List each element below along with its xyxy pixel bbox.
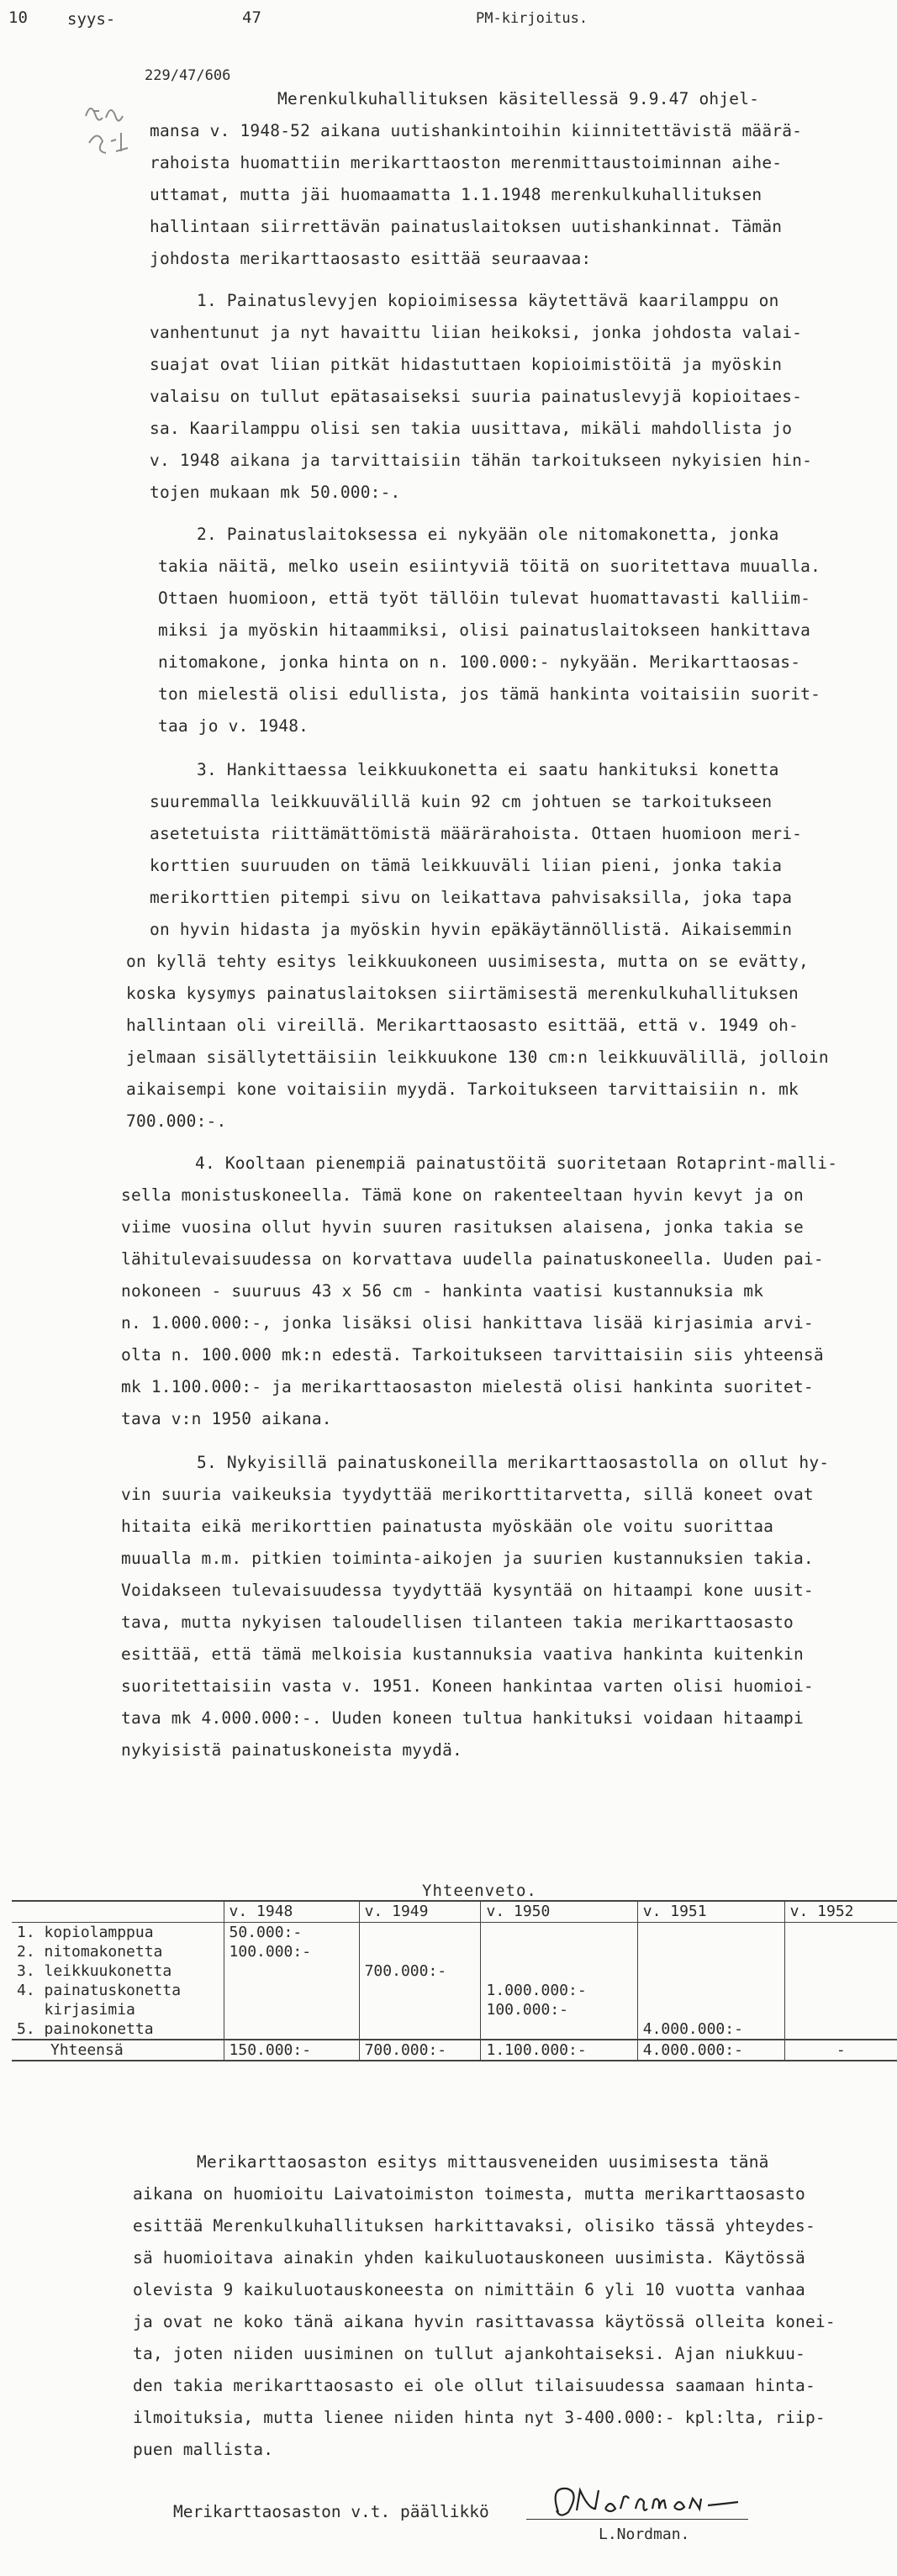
text-line: miksi ja myöskin hitaammiksi, olisi painatuslaitokseen hankittava [158,620,811,640]
cell-1952 [784,1923,897,1943]
header-year: 47 [242,8,261,27]
table-row [12,1942,897,1961]
cell-1948 [224,1961,359,1981]
table-row [12,1923,897,1943]
text-line: 1. Painatuslevyjen kopioimisessa käytettävä kaarilamppu on [197,291,779,310]
table-header-cell: v. 1950 [481,1901,637,1923]
text-line: tava v:n 1950 aikana. [121,1409,332,1428]
page-number: 10 [8,8,28,27]
text-line: nitomakone, jonka hinta on n. 100.000:- nykyään. Merikarttaosas- [158,652,801,672]
cell-1949 [359,2019,481,2040]
signer-name: L.Nordman. [599,2526,690,2543]
text-line: esittää, että tämä melkoisia kustannuksia vaativa hankinta kuitenkin [121,1644,804,1664]
text-line: suuremmalla leikkuuvälillä kuin 92 cm johtuen se tarkoitukseen [150,792,773,811]
cell-1951 [637,1923,784,1943]
cell-1949 [359,1981,481,2000]
text-line: tava, mutta nykyisen taloudellisen tilanteen takia merikarttaosasto [121,1613,794,1632]
cell-1952 [784,1961,897,1981]
text-line: v. 1948 aikana ja tarvittaisiin tähän tarkoitukseen nykyisien hin- [150,451,813,470]
cell-1950 [481,1923,637,1943]
text-line: aikana on huomioitu Laivatoimiston toimesta, mutta merikarttaosasto [133,2184,805,2204]
text-line: merikorttien pitempi sivu on leikattava pahvisaksilla, joka tapa [150,888,793,907]
table-header-row [12,1901,897,1923]
text-line: suoritettaisiin vasta v. 1951. Koneen hankintaa varten olisi huomioi- [121,1676,814,1696]
text-line: tava mk 4.000.000:-. Uuden koneen tultua hankituksi voidaan hitaampi [121,1708,804,1728]
handwritten-margin-note [82,92,136,168]
text-line: Voidakseen tulevaisuudessa tyydyttää kysyntää on hitaampi kone uusit- [121,1581,814,1600]
text-line: tojen mukaan mk 50.000:-. [150,483,401,502]
cell-1950 [481,1942,637,1961]
text-line: lähitulevaisuudessa on korvattava uudella painatuskoneella. Uuden pai- [121,1249,824,1269]
cell-1952 [784,2019,897,2040]
text-line: n. 1.000.000:-, jonka lisäksi olisi hankittava lisää kirjasimia arvi- [121,1313,814,1333]
reference-number: 229/47/606 [145,67,231,84]
cell-1948: 100.000:- [224,1942,359,1961]
text-line: 3. Hankittaessa leikkuukonetta ei saatu hankituksi konetta [197,760,779,779]
text-line: hallintaan siirrettävän painatuslaitoksen uutishankinnat. Tämän [150,217,783,236]
cell-1952 [784,1981,897,2000]
text-line: den takia merikarttaosasto ei ole ollut tilaisuudessa saamaan hinta- [133,2376,815,2395]
text-line: muualla m.m. pitkien toiminta-aikojen ja suurien kustannuksien takia. [121,1549,814,1568]
text-line: 5. Nykyisillä painatuskoneilla merikarttaosastolla on ollut hy- [197,1453,830,1472]
summary-table [12,1900,897,2061]
text-line: ton mielestä olisi edullista, jos tämä hankinta voitaisiin suorit- [158,684,821,704]
text-line: sa. Kaarilamppu olisi sen takia uusittava, mikäli mahdollista jo [150,419,793,438]
table-header-cell: v. 1948 [224,1901,359,1923]
cell-1948 [224,2000,359,2019]
header-month: syys- [67,10,116,29]
text-line: on hyvin hidasta ja myöskin hyvin epäkäytännöllistä. Aikaisemmin [150,920,793,939]
text-line: suajat ovat liian pitkät hidastuttaen kopioimistöitä ja myöskin [150,355,783,374]
cell-1948: 50.000:- [224,1923,359,1943]
handwritten-signature [543,2480,745,2522]
text-line: esittää Merenkulkuhallituksen harkittavaksi, olisiko tässä yhteydes- [133,2216,815,2236]
table-header-cell: v. 1951 [637,1901,784,1923]
total-1950: 1.100.000:- [481,2040,637,2061]
signature-line [526,2519,748,2520]
cell-1950 [481,1961,637,1981]
total-1948: 150.000:- [224,2040,359,2061]
row-label: 1. kopiolamppua [17,1924,154,1941]
text-line: ja ovat ne koko tänä aikana hyvin rasittavassa käytössä olleita konei- [133,2312,836,2331]
total-1951: 4.000.000:- [637,2040,784,2061]
text-line: valaisu on tullut epätasaiseksi suuria painatuslevyjä kopioitaes- [150,387,803,406]
text-line: uttamat, mutta jäi huomaamatta 1.1.1948 merenkulkuhallituksen [150,185,762,204]
text-line: takia näitä, melko usein esiintyviä töitä on suoritettava muualla. [158,557,821,576]
total-label: Yhteensä [12,2040,224,2061]
text-line: 4. Kooltaan pienempiä painatustöitä suoritetaan Rotaprint-malli- [195,1153,838,1173]
text-line: 700.000:-. [126,1111,227,1131]
cell-1949 [359,2000,481,2019]
table-row [12,1981,897,2000]
cell-1949: 700.000:- [359,1961,481,1981]
cell-1951 [637,1981,784,2000]
text-line: mansa v. 1948-52 aikana uutishankintoihin kiinnitettävistä määrä- [150,121,803,140]
text-line: on kyllä tehty esitys leikkuukoneen uusimisesta, mutta on se evätty, [126,952,809,971]
text-line: mk 1.100.000:- ja merikarttaosaston mielestä olisi hankinta suoritet- [121,1377,814,1396]
table-total-row [12,2040,897,2061]
table-header-cell [12,1901,224,1923]
cell-1949 [359,1923,481,1943]
text-line: korttien suuruuden on tämä leikkuuväli liian pieni, jonka takia [150,856,783,875]
document-type: PM-kirjoitus. [476,10,588,27]
row-label: 3. leikkuukonetta [17,1962,172,1980]
table-row [12,1961,897,1981]
text-line: asetetuista riittämättömistä määrärahoista. Ottaen huomioon meri- [150,824,803,843]
summary-title: Yhteenveto. [422,1882,537,1900]
text-line: Ottaen huomioon, että työt tällöin tulevat huomattavasti kalliim- [158,589,811,608]
cell-1950: 1.000.000:- [481,1981,637,2000]
table-header-cell: v. 1952 [784,1901,897,1923]
cell-1950: 100.000:- [481,2000,637,2019]
cell-1951: 4.000.000:- [637,2019,784,2040]
text-line: ilmoituksia, mutta lienee niiden hinta nyt 3-400.000:- kpl:lta, riip- [133,2408,826,2427]
text-line: vanhentunut ja nyt havaittu liian heikoksi, jonka johdosta valai- [150,323,803,342]
cell-1949 [359,1942,481,1961]
total-1949: 700.000:- [359,2040,481,2061]
text-line: Merenkulkuhallituksen käsitellessä 9.9.47 ohjel- [277,89,760,108]
row-label: kirjasimia [17,2001,135,2019]
text-line: jelmaan sisällytettäisiin leikkuukone 130 cm:n leikkuuvälillä, jolloin [126,1048,829,1067]
cell-1948 [224,1981,359,2000]
text-line: johdosta merikarttaosasto esittää seuraavaa: [150,249,592,268]
text-line: nykyisistä painatuskoneista myydä. [121,1740,462,1760]
table-row [12,2000,897,2019]
text-line: 2. Painatuslaitoksessa ei nykyään ole nitomakonetta, jonka [197,525,779,544]
text-line: hitaita eikä merikorttien painatusta myöskään ole voitu suorittaa [121,1517,774,1536]
signature-label: Merikarttaosaston v.t. päällikkö [173,2502,489,2521]
table-row [12,2019,897,2040]
text-line: taa jo v. 1948. [158,716,309,736]
cell-1952 [784,2000,897,2019]
text-line: puen mallista. [133,2440,274,2459]
cell-1950 [481,2019,637,2040]
text-line: sella monistuskoneella. Tämä kone on rakenteeltaan hyvin kevyt ja on [121,1185,804,1205]
text-line: ta, joten niiden uusiminen on tullut ajankohtaiseksi. Ajan niukkuu- [133,2344,805,2363]
cell-1951 [637,2000,784,2019]
text-line: nokoneen - suuruus 43 x 56 cm - hankinta vaatisi kustannuksia mk [121,1281,764,1301]
row-label: 2. nitomakonetta [17,1943,163,1961]
text-line: sä huomioitava ainakin yhden kaikuluotauskoneen uusimista. Käytössä [133,2248,805,2267]
text-line: viime vuosina ollut hyvin suuren rasituksen alaisena, jonka takia se [121,1217,804,1237]
text-line: koska kysymys painatuslaitoksen siirtämisestä merenkulkuhallituksen [126,984,799,1003]
text-line: olevista 9 kaikuluotauskoneesta on nimittäin 6 yli 10 vuotta vanhaa [133,2280,805,2299]
text-line: rahoista huomattiin merikarttaoston merenmittaustoiminnan aihe- [150,153,783,172]
row-label: 5. painokonetta [17,2020,154,2038]
cell-1952 [784,1942,897,1961]
row-label: 4. painatuskonetta [17,1982,182,1999]
text-line: aikaisempi kone voitaisiin myydä. Tarkoitukseen tarvittaisiin n. mk [126,1079,799,1099]
text-line: Merikarttaosaston esitys mittausveneiden uusimisesta tänä [197,2152,769,2172]
total-1952: - [784,2040,897,2061]
cell-1948 [224,2019,359,2040]
cell-1951 [637,1961,784,1981]
cell-1951 [637,1942,784,1961]
table-header-cell: v. 1949 [359,1901,481,1923]
text-line: vin suuria vaikeuksia tyydyttää merikorttitarvetta, sillä koneet ovat [121,1485,814,1504]
text-line: olta n. 100.000 mk:n edestä. Tarkoitukseen tarvittaisiin siis yhteensä [121,1345,824,1365]
text-line: hallintaan oli vireillä. Merikarttaosasto esittää, että v. 1949 oh- [126,1016,799,1035]
